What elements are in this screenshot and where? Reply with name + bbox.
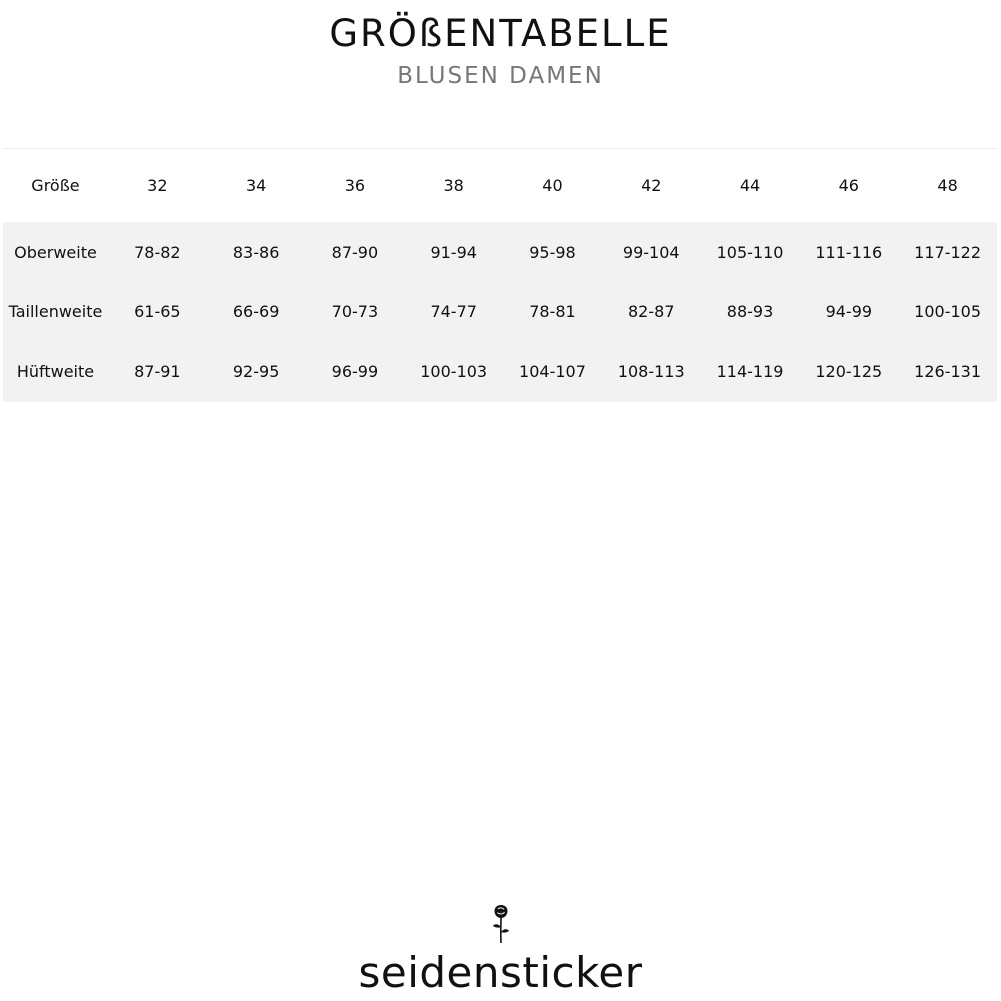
table-header-cell: 32 [147, 175, 168, 195]
table-cell: 78-82 [134, 243, 181, 262]
table-cell: 92-95 [232, 362, 280, 381]
table-row [3, 282, 997, 342]
table-cell: 61-65 [134, 302, 181, 321]
table-cell: 91-94 [430, 243, 477, 262]
table-cell: 78-81 [529, 302, 576, 321]
row-label: Hüftweite [16, 362, 95, 381]
table-cell: 108-113 [617, 362, 685, 381]
table-header-cell: 48 [937, 175, 958, 195]
table-cell: 88-93 [726, 302, 774, 321]
table-cell: 105-110 [716, 243, 784, 262]
rose-icon [489, 904, 513, 944]
table-cell: 111-116 [815, 243, 883, 262]
brand-logo [0, 904, 1001, 998]
table-cell: 96-99 [331, 362, 379, 381]
page-subtitle: BLUSEN DAMEN [397, 63, 604, 89]
table-row [3, 342, 997, 402]
table-cell: 120-125 [815, 362, 883, 381]
row-label: Oberweite [14, 243, 97, 262]
table-header-cell: 46 [838, 175, 859, 195]
table-cell: 114-119 [716, 362, 784, 381]
brand-name: seidensticker [358, 948, 643, 997]
table-cell: 117-122 [914, 243, 982, 262]
table-header-cell: 38 [443, 175, 464, 195]
table-header-cell: 40 [542, 175, 563, 195]
table-cell: 74-77 [430, 302, 477, 321]
row-label: Taillenweite [8, 302, 103, 321]
table-cell: 104-107 [519, 362, 586, 381]
page-title: GRÖßENTABELLE [329, 12, 672, 55]
table-cell: 83-86 [232, 243, 280, 262]
table-cell: 95-98 [529, 243, 576, 262]
table-cell: 100-103 [420, 362, 488, 381]
table-cell: 87-90 [331, 243, 379, 262]
table-cell: 66-69 [232, 302, 280, 321]
table-cell: 70-73 [331, 302, 379, 321]
table-header-cell: 34 [245, 175, 267, 195]
table-cell: 94-99 [825, 302, 873, 321]
table-header-cell: 36 [344, 175, 366, 195]
size-table [3, 148, 997, 402]
table-header-cell: Größe [31, 175, 80, 195]
table-cell: 126-131 [914, 362, 982, 381]
table-header-row [3, 149, 997, 222]
table-cell: 87-91 [134, 362, 181, 381]
table-cell: 82-87 [628, 302, 675, 321]
table-header-cell: 44 [739, 175, 761, 195]
table-header-cell: 42 [641, 175, 662, 195]
table-cell: 100-105 [914, 302, 982, 321]
table-row [3, 222, 997, 282]
table-cell: 99-104 [622, 243, 680, 262]
